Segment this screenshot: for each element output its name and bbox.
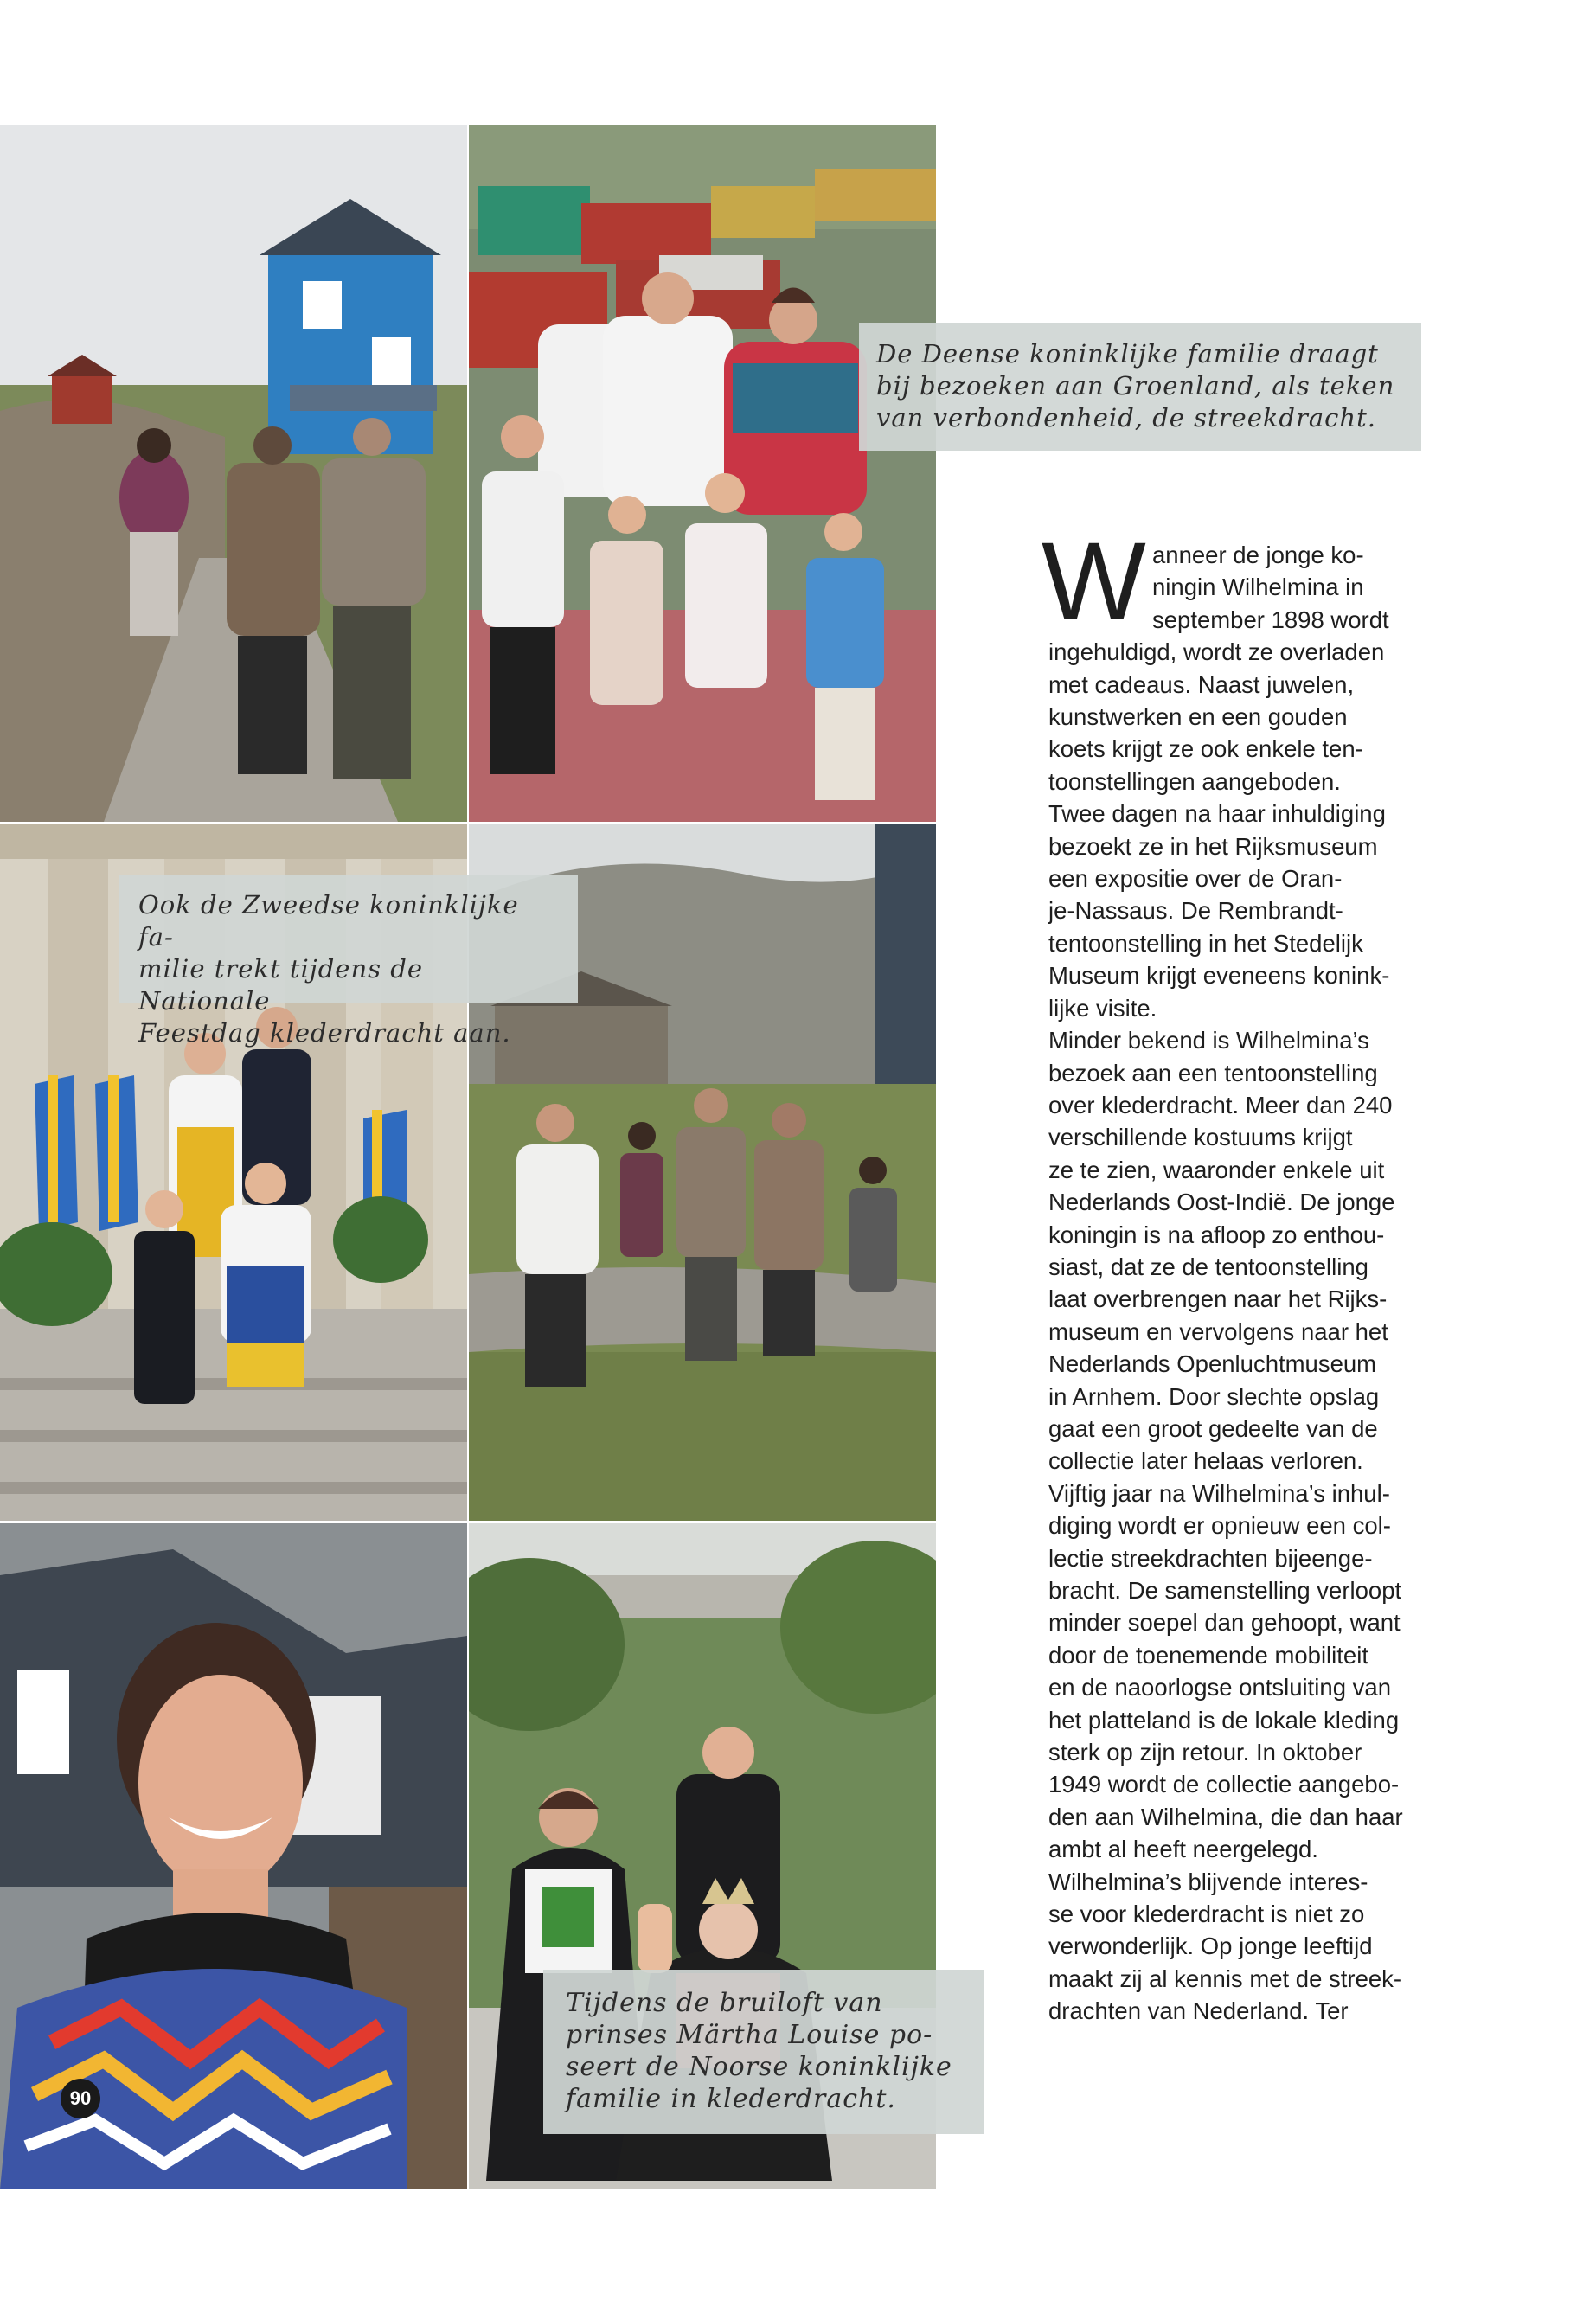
caption-line: milie trekt tijdens de Nationale: [138, 954, 423, 1016]
article-line: den aan Wilhelmina, die dan haar: [1048, 1803, 1403, 1830]
caption-line: van verbondenheid, de streekdracht.: [876, 403, 1376, 433]
article-line: Nederlands Oost-Indië. De jonge: [1048, 1189, 1395, 1216]
photo-danish-royal-family: [469, 125, 936, 822]
article-line: in Arnhem. Door slechte opslag: [1048, 1382, 1380, 1410]
drop-cap: W: [1042, 520, 1146, 644]
caption-swedish-national-day: [119, 875, 578, 1048]
photo-greenland-walk: [0, 125, 467, 822]
caption-line: seert de Noorse koninklijke: [566, 2052, 952, 2082]
article-line: maakt zij al kennis met de streek-: [1048, 1965, 1402, 1992]
caption-danish-greenland: [859, 323, 1421, 451]
article-line: minder soepel dan gehoopt, want: [1048, 1609, 1401, 1637]
article-line: september 1898 wordt: [1152, 606, 1389, 633]
article-line: lijke visite.: [1048, 994, 1157, 1022]
article-line: bracht. De samenstelling verloopt: [1048, 1577, 1402, 1604]
article-line: en de naoorlogse ontsluiting van: [1048, 1674, 1391, 1702]
article-line: een expositie over de Oran-: [1048, 865, 1343, 893]
caption-line: Tijdens de bruiloft van: [566, 1988, 883, 2018]
article-lines: [1048, 539, 1464, 2028]
article-line: Minder bekend is Wilhelmina’s: [1048, 1027, 1369, 1054]
caption-line: prinses Märtha Louise po-: [566, 2020, 933, 2050]
article-line: kunstwerken en een gouden: [1048, 703, 1348, 731]
article-line: ambt al heeft neergelegd.: [1048, 1836, 1318, 1863]
article-line: drachten van Nederland. Ter: [1048, 1997, 1349, 2025]
article-line: toonstellingen aangeboden.: [1048, 767, 1341, 795]
caption-norwegian-wedding: [543, 1970, 984, 2134]
article-line: tentoonstelling in het Stedelijk: [1048, 929, 1363, 957]
article-line: Vijftig jaar na Wilhelmina’s inhul-: [1048, 1479, 1390, 1507]
article-line: anneer de jonge ko-: [1152, 542, 1364, 568]
article-line: je-Nassaus. De Rembrandt-: [1048, 897, 1343, 925]
article-line: het platteland is de lokale kleding: [1048, 1706, 1400, 1734]
article-line: verwonderlijk. Op jonge leeftijd: [1048, 1932, 1373, 1960]
article-line: Nederlands Openluchtmuseum: [1048, 1350, 1377, 1378]
article-line: se voor klederdracht is niet zo: [1048, 1900, 1365, 1928]
article-line: diging wordt er opnieuw een col-: [1048, 1512, 1391, 1540]
caption-line: bij bezoeken aan Groenland, als teken: [876, 371, 1395, 401]
article-line: koets krijgt ze ook enkele ten-: [1048, 735, 1363, 763]
article-line: gaat een groot gedeelte van de: [1048, 1414, 1378, 1442]
caption-line: Ook de Zweedse koninklijke fa-: [138, 890, 519, 952]
article-line: Wilhelmina’s blijvende interes-: [1048, 1868, 1368, 1895]
article-line: sterk op zijn retour. In oktober: [1048, 1739, 1362, 1766]
article-body: [1042, 520, 1464, 2028]
article-line: ingehuldigd, wordt ze overladen: [1048, 638, 1385, 666]
article-line: collectie later helaas verloren.: [1048, 1447, 1363, 1475]
caption-line: familie in klederdracht.: [566, 2084, 896, 2114]
caption-line: Feestdag klederdracht aan.: [138, 1018, 511, 1048]
article-line: ze te zien, waaronder enkele uit: [1048, 1156, 1385, 1183]
article-line: Museum krijgt eveneens konink-: [1048, 962, 1390, 990]
article-line: lectie streekdrachten bijeenge-: [1048, 1544, 1373, 1572]
article-line: bezoekt ze in het Rijksmuseum: [1048, 832, 1378, 860]
article-line: Twee dagen na haar inhuldiging: [1048, 800, 1386, 828]
article-line: siast, dat ze de tentoonstelling: [1048, 1253, 1368, 1280]
article-line: 1949 wordt de collectie aangebo-: [1048, 1771, 1400, 1798]
article-line: verschillende kostuums krijgt: [1048, 1124, 1353, 1151]
article-line: koningin is na afloop zo enthou-: [1048, 1221, 1385, 1248]
caption-line: De Deense koninklijke familie draagt: [876, 339, 1379, 369]
page-number-badge: 90: [61, 2079, 100, 2118]
article-line: laat overbrengen naar het Rijks-: [1048, 1285, 1388, 1313]
article-line: door de toenemende mobiliteit: [1048, 1641, 1368, 1669]
article-line: bezoek aan een tentoonstelling: [1048, 1059, 1378, 1086]
article-line: met cadeaus. Naast juwelen,: [1048, 670, 1355, 698]
article-line: over klederdracht. Meer dan 240: [1048, 1091, 1393, 1118]
article-line: museum en vervolgens naar het: [1048, 1317, 1388, 1345]
article-line: ningin Wilhelmina in: [1152, 574, 1364, 601]
